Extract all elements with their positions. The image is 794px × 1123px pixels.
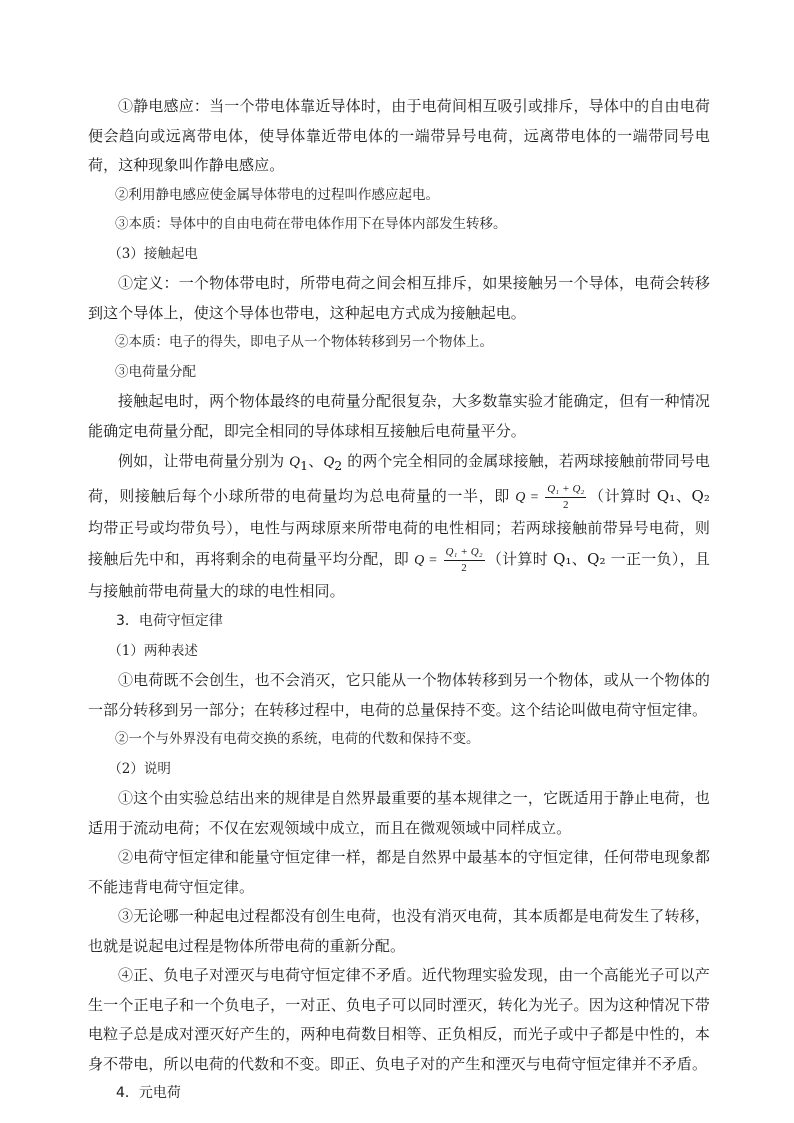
symbol-q2: Q — [323, 454, 335, 470]
explanation-heading: （2）说明 — [108, 760, 171, 777]
contact-charging-heading: （3）接触起电 — [108, 245, 198, 262]
formula-equals: = — [525, 490, 544, 505]
formula-lhs: Q — [515, 490, 526, 505]
electrostatic-induction-definition: ①静电感应：当一个带电体靠近导体时，由于电荷间相互吸引或排斥，导体中的自由电荷便会趋向或远离带电体，使导体靠近带电体的一端带异号电荷，远离带电体的一端带同号电荷，这种现象叫作静电感应。 — [88, 97, 710, 174]
fraction-denominator-2: 2 — [461, 561, 467, 574]
charge-distribution-example — [88, 446, 710, 607]
explanation-3: ③无论哪一种起电过程都没有创生电荷，也没有消灭电荷，其本质都是电荷发生了转移，也就是说起电过程是物体所带电荷的重新分配。 — [88, 907, 710, 955]
document-page — [88, 92, 710, 1109]
induction-charging-text: ②利用静电感应使金属导体带电的过程叫作感应起电。 — [115, 186, 439, 203]
symbol-q1: Q — [289, 454, 301, 470]
fraction-numerator-2: Q₁ + Q₂ — [444, 546, 485, 561]
symbol-q2-subscript: 2 — [334, 458, 343, 473]
fraction-numerator: Q₁ + Q₂ — [545, 483, 586, 498]
example-text-part3: （计算时 Q₁、Q₂ 均带正号或均带负号），电性与两球原来所带电荷的电性相同；若两球接触前带异号电荷，则接触后先中和，再将剩余的电荷量平均分配，即 — [88, 487, 710, 568]
fraction-denominator: 2 — [563, 498, 569, 511]
conservation-law-heading: 3．电荷守恒定律 — [116, 613, 223, 629]
example-text-part4: （计算时 Q₁、Q₂ 一正一负），且与接触前带电荷量大的球的电性相同。 — [88, 550, 710, 600]
induction-essence-text: ③本质：导体中的自由电荷在带电体作用下在导体内部发生转移。 — [115, 216, 507, 232]
example-text-part1: 例如，让带电荷量分别为 — [118, 452, 290, 470]
charge-distribution-text: 接触起电时，两个物体最终的电荷量分配很复杂，大多数靠实验才能确定，但有一种情况能确定电荷量分配，即完全相同的导体球相互接触后电荷量平分。 — [88, 392, 710, 440]
formula-lhs-2: Q — [414, 553, 425, 568]
explanation-4: ④正、负电子对湮灭与电荷守恒定律不矛盾。近代物理实验发现，由一个高能光子可以产生一个正电子和一个负电子，一对正、负电子可以同时湮灭，转化为光子。因为这种情况下带电粒子总是成对湮灭好产生的，两种电荷数目相等、正负相反，而光子或中子都是中性的，本身不带电，所以电荷的代数和不变。即正、负电子对的产生和湮灭与电荷守恒定律并不矛盾。 — [88, 966, 710, 1073]
conservation-statement-2: ②一个与外界没有电荷交换的系统，电荷的代数和保持不变。 — [115, 731, 480, 747]
two-statements-heading: （1）两种表述 — [108, 642, 198, 659]
symbol-q1-subscript: 1 — [300, 458, 309, 473]
charge-distribution-heading: ③电荷量分配 — [115, 363, 196, 380]
formula-fraction-same-sign — [545, 483, 586, 512]
elementary-charge-heading: 4．元电荷 — [116, 1085, 181, 1101]
example-text-part2: 的两个完全相同的金属球接触，若两球接触前带同号电荷，则接触后每个小球所带的电荷量均为总电荷量的一半，即 — [88, 452, 710, 505]
conservation-statement-1: ①电荷既不会创生，也不会消灭，它只能从一个物体转移到另一个物体，或从一个物体的一部分转移到另一部分；在转移过程中，电荷的总量保持不变。这个结论叫做电荷守恒定律。 — [88, 671, 710, 719]
contact-charging-essence: ②本质：电子的得失，即电子从一个物体转移到另一个物体上。 — [115, 334, 493, 350]
contact-charging-definition: ①定义：一个物体带电时，所带电荷之间会相互排斥，如果接触另一个导体，电荷会转移到这个导体上，使这个导体也带电，这种起电方式成为接触起电。 — [88, 274, 710, 322]
explanation-2: ②电荷守恒定律和能量守恒定律一样，都是自然界中最基本的守恒定律，任何带电现象都不能违背电荷守恒定律。 — [88, 848, 710, 896]
explanation-1: ①这个由实验总结出来的规律是自然界最重要的基本规律之一，它既适用于静止电荷，也适用于流动电荷；不仅在宏观领域中成立，而且在微观领域中同样成立。 — [88, 789, 710, 837]
symbol-separator: 、 — [308, 452, 324, 470]
formula-equals-2: = — [424, 553, 442, 568]
formula-fraction-opposite-sign — [444, 546, 485, 575]
